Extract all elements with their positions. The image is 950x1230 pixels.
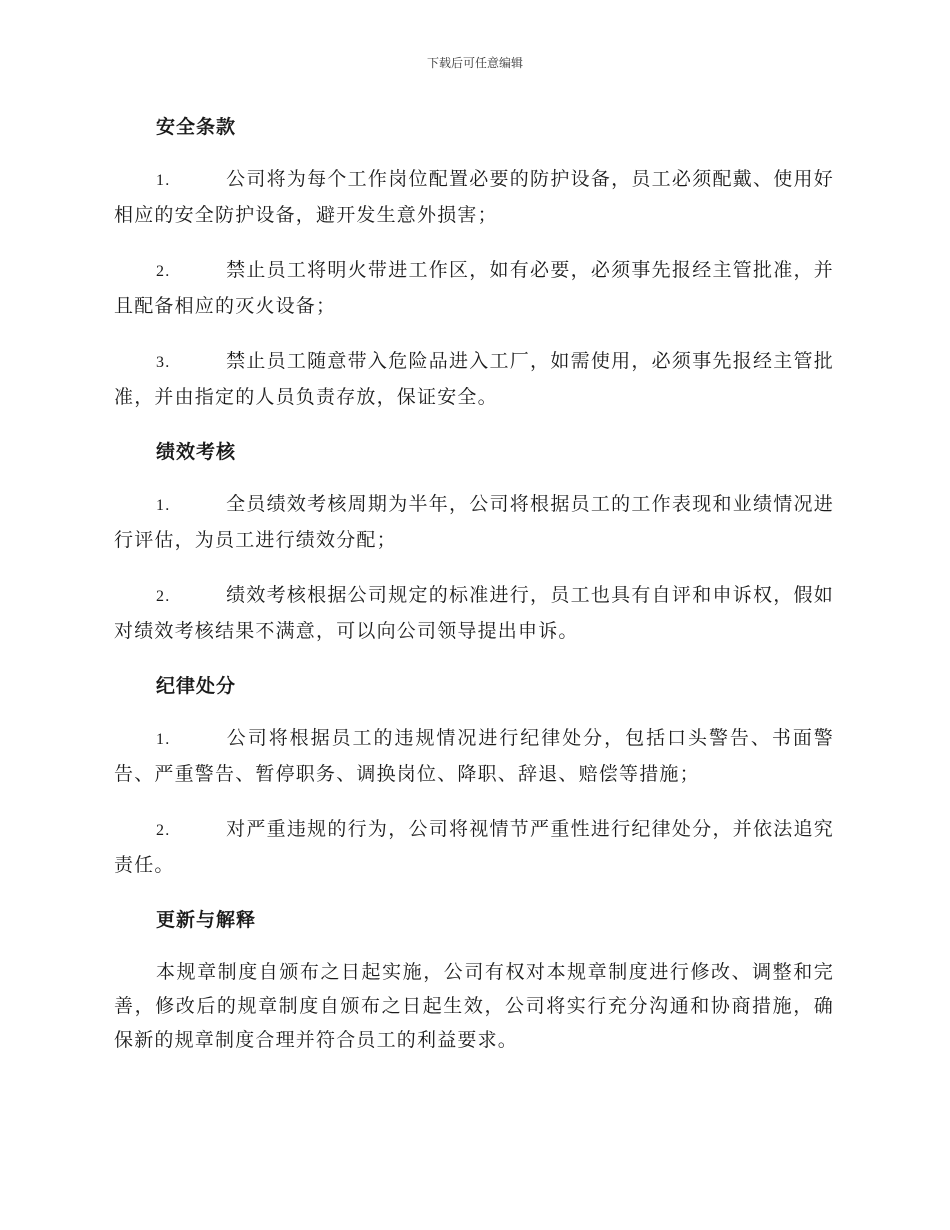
section-heading: 绩效考核 [156, 441, 237, 463]
item-number: 2. [156, 588, 171, 605]
item-number: 1. [156, 172, 171, 189]
item-number: 2. [156, 822, 171, 839]
page-header: 下载后可任意编辑 [426, 56, 523, 70]
item-text: 禁止员工将明火带进工作区，如有必要，必须事先报经主管批准，并且配备相应的灭火设备； [114, 259, 834, 317]
item-text: 公司将根据员工的违规情况进行纪律处分，包括口头警告、书面警告、严重警告、暂停职务、调换岗位、降职、辞退、赔偿等措施； [114, 727, 834, 785]
item-text: 全员绩效考核周期为半年，公司将根据员工的工作表现和业绩情况进行评估，为员工进行绩效分配； [114, 493, 834, 551]
list-item [114, 578, 834, 648]
section-discipline [114, 669, 834, 882]
document-body [114, 110, 834, 1078]
body-paragraph: 本规章制度自颁布之日起实施，公司有权对本规章制度进行修改、调整和完善，修改后的规章制度自颁布之日起生效，公司将实行充分沟通和协商措施，确保新的规章制度合理并符合员工的利益要求。 [114, 961, 834, 1051]
item-number: 2. [156, 263, 171, 280]
item-number: 3. [156, 354, 171, 371]
section-heading: 纪律处分 [156, 675, 237, 697]
item-text: 禁止员工随意带入危险品进入工厂，如需使用，必须事先报经主管批准，并由指定的人员负责存放，保证安全。 [114, 350, 834, 408]
list-item [114, 253, 834, 323]
section-heading: 安全条款 [156, 116, 237, 138]
item-text: 公司将为每个工作岗位配置必要的防护设备，员工必须配戴、使用好相应的安全防护设备，避开发生意外损害； [114, 168, 834, 226]
section-heading: 更新与解释 [156, 909, 257, 931]
list-item [114, 162, 834, 232]
item-number: 1. [156, 731, 171, 748]
item-text: 绩效考核根据公司规定的标准进行，员工也具有自评和申诉权，假如对绩效考核结果不满意，可以向公司领导提出申诉。 [114, 584, 834, 642]
section-performance [114, 435, 834, 648]
item-number: 1. [156, 497, 171, 514]
list-item [114, 344, 834, 414]
section-safety [114, 110, 834, 414]
list-item [114, 487, 834, 557]
list-item [114, 812, 834, 882]
list-item [114, 721, 834, 791]
item-text: 对严重违规的行为，公司将视情节严重性进行纪律处分，并依法追究责任。 [114, 818, 834, 876]
section-update [114, 903, 834, 1057]
